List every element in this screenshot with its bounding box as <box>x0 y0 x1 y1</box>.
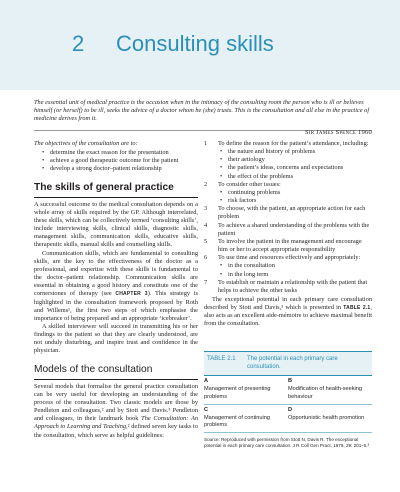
table-cell: D Opportunistic health promotion <box>288 405 372 434</box>
chapter-cross-reference[interactable]: CHAPTER 3 <box>115 291 148 298</box>
table-2-1 <box>204 351 372 449</box>
paragraph: Communication skills, which are fundamental to consulting skills, are the key to the effectiveness of the doctor as a professional, and expertise with these skills is fundamental to the doctor–patient relationship. Communication skills are essential in obtaining a good history and constitute one of the cornerstones of therapy (see CHAPTER 3). This strategy is highlighted in the consultation framework proposed by Roth and Willems¹, the first two steps of which emphasise the importance of being prepared and an appropriate ‘icebreaker’. <box>34 249 198 322</box>
table-cell: C Management of continuing problems <box>204 405 288 434</box>
table-label: TABLE 2.1 <box>207 356 236 362</box>
list-item: 1 To define the reason for the patient’s attendance, including: • the nature and history of problems • their aetiology • the patient’s ideas, concerns and expectations • the effect of the problems <box>204 140 372 181</box>
table-header <box>204 351 372 376</box>
table-caption: The potential in each primary care consultation. <box>247 356 338 370</box>
list-item: • the patient’s ideas, concerns and expectations <box>220 164 372 172</box>
list-item: • their aetiology <box>220 156 372 164</box>
list-item: • achieve a good therapeutic outcome for the patient <box>42 157 198 165</box>
list-item: 6 To use time and resources effectively and appropriately: • in the consultation • in the long term <box>204 254 372 278</box>
list-item: 4 To achieve a shared understanding of the problems with the patient <box>204 221 370 237</box>
objectives-list <box>42 149 198 173</box>
table-grid <box>204 376 372 433</box>
list-item: • risk factors <box>220 197 372 205</box>
table-cell: A Management of presenting problems <box>204 376 288 405</box>
list-item: • the effect of the problems <box>220 173 372 181</box>
epigraph-quote: The essential unit of medical practice is the occasion when in the intimacy of the consulting room the person who is ill or believes himself (or herself) to be ill, seeks the advice of a doctor whom he (she) trusts. This is the consultation and all else in the practice of medicine derives from it. <box>34 99 370 123</box>
book-title: The Consultation: An Approach to Learning and Teaching <box>34 415 198 431</box>
list-item: 5 To involve the patient in the management and encourage him or her to accept appropriate responsibility <box>204 237 362 254</box>
list-item: • in the consultation <box>220 262 372 270</box>
table-source-note: Source: Reproduced with permission from Stott N, Davis R. The exceptional potential in each primary care consultation. J R Coll Gen Pract, 1979, 29: 201–5.³ <box>204 437 370 449</box>
objectives-intro: The objectives of the consultation are to: <box>34 140 138 147</box>
table-cell: B Modification of health-seeking behaviour <box>288 376 372 405</box>
section-heading-models: Models of the consultation <box>34 363 153 375</box>
table-cross-reference[interactable]: TABLE 2.1 <box>343 305 371 312</box>
list-item: • in the long term <box>220 271 372 279</box>
left-column <box>34 140 198 440</box>
list-item: • determine the exact reason for the presentation <box>42 149 198 157</box>
heading-rule <box>34 197 198 198</box>
list-item: 7 To establish or maintain a relationship with the patient that helps to achieve the other tasks <box>204 278 368 294</box>
paragraph: Several models that formalise the general practice consultation can be very useful for developing an understanding of the process of the consultation. Two classic models are those by Pendleton and colleagues,² and by Stott and Davis.³ Pendleton and colleagues, in their landmark book The Consultation: An Approach to Learning and Teaching,² defined seven key tasks to the consultation, which serve as helpful guidelines: <box>34 382 198 439</box>
right-column <box>204 140 372 329</box>
heading-rule <box>34 379 198 380</box>
list-item: 2 To consider other issues: • continuing problems • risk factors <box>204 181 372 205</box>
paragraph: A successful outcome to the medical consultation depends on a whole array of skills required by the GP. Although interrelated, these skills, which can be collectively termed ‘consulting skills’, include interviewing skills, clinical skills, diagnostic skills, management skills, communication skills, educative skills, therapeutic skills, manual skills and counselling skills. <box>34 200 198 249</box>
list-item: • continuing problems <box>220 189 372 197</box>
list-item: • the nature and history of problems <box>220 148 372 156</box>
paragraph: The exceptional potential in each primary care consultation described by Stott and Davis,³ which is presented in TABLE 2.1, also acts as an excellent aide-mémoire to achieve maximal benefit from the consultation. <box>204 295 372 328</box>
list-item: 3 To choose, with the patient, an appropriate action for each problem <box>204 205 366 221</box>
paragraph: A skilled interviewer will succeed in transmitting his or her findings to the patient so that they are clearly understood, are not unduly disturbing, and inspire trust and confidence in the physician. <box>34 322 198 355</box>
epigraph-author: Sir James Spence 1960 <box>305 129 372 136</box>
chapter-title: Consulting skills <box>116 31 274 56</box>
section-heading-skills: The skills of general practice <box>34 181 174 193</box>
consultation-tasks-list <box>204 140 372 295</box>
list-item: • develop a strong doctor–patient relationship <box>42 165 198 173</box>
chapter-number: 2 <box>72 31 85 56</box>
